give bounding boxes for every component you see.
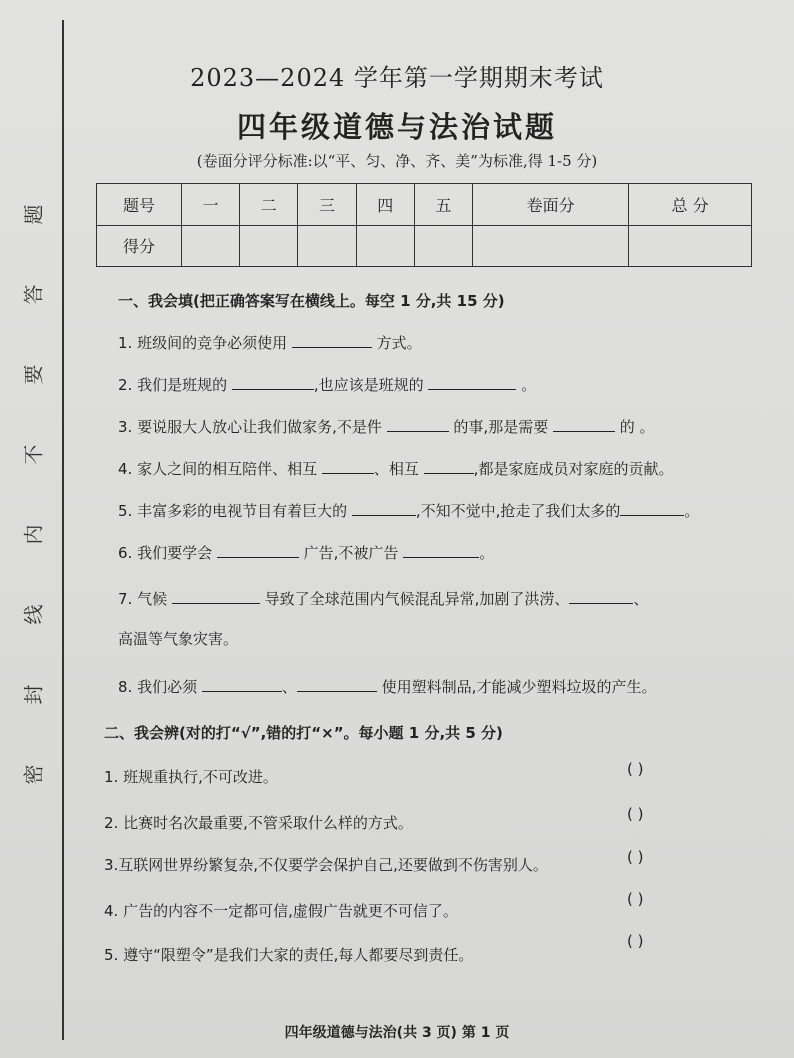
seal-char: 线 [21,604,46,625]
seal-text [8,190,56,810]
seal-char: 不 [21,444,46,465]
seal-char: 答 [21,284,46,305]
exam-title: 四年级道德与法治试题 [236,110,557,144]
judge-answer-paren[interactable]: ( ) [627,848,644,866]
seal-char: 封 [21,684,46,705]
answer-blank[interactable] [553,417,615,432]
score-cell: 一 [182,184,240,226]
page-footer: 四年级道德与法治(共 3 页) 第 1 页 [284,1025,510,1041]
answer-blank[interactable] [424,459,474,474]
answer-blank[interactable] [403,543,479,558]
judge-item-3: 3.互联网世界纷繁复杂,不仅要学会保护自己,还要做到不伤害别人。 [104,856,548,874]
section2-title: 二、我会辨(对的打“√”,错的打“×”。每小题 1 分,共 5 分) [104,724,503,742]
binding-line [62,20,64,1040]
answer-blank[interactable] [217,543,299,558]
seal-char: 密 [21,764,46,785]
score-input-cell[interactable] [182,225,240,267]
score-cell: 四 [356,184,414,226]
question-3: 3. 要说服大人放心让我们做家务,不是件 的事,那是需要 的 。 [118,418,655,436]
question-7: 7. 气候 导致了全球范围内气候混乱异常,加剧了洪涝、 、 [118,590,649,608]
score-row-label: 得分 [97,225,182,267]
judge-item-5: 5. 遵守“限塑令”是我们大家的责任,每人都要尽到责任。 [104,946,474,964]
score-cell: 三 [298,184,356,226]
question-6: 6. 我们要学会 广告,不被广告 。 [118,544,495,562]
judge-answer-paren[interactable]: ( ) [627,932,644,950]
score-input-cell[interactable] [414,225,472,267]
judge-answer-paren[interactable]: ( ) [627,805,644,823]
score-cell: 二 [240,184,298,226]
score-input-cell[interactable] [240,225,298,267]
question-2: 2. 我们是班规的 ,也应该是班规的 。 [118,376,537,394]
score-cell: 题号 [97,184,182,226]
judge-answer-paren[interactable]: ( ) [627,890,644,908]
answer-blank[interactable] [620,501,684,516]
answer-blank[interactable] [292,333,372,348]
section1-title: 一、我会填(把正确答案写在横线上。每空 1 分,共 15 分) [118,292,505,310]
answer-blank[interactable] [232,375,314,390]
judge-answer-paren[interactable]: ( ) [627,760,644,778]
answer-blank[interactable] [297,677,377,692]
answer-blank[interactable] [202,677,282,692]
score-input-cell[interactable] [629,225,752,267]
judge-item-4: 4. 广告的内容不一定都可信,虚假广告就更不可信了。 [104,902,458,920]
seal-char: 内 [21,524,46,545]
answer-blank[interactable] [428,375,516,390]
answer-blank[interactable] [569,589,633,604]
score-cell: 五 [414,184,472,226]
question-4: 4. 家人之间的相互陪伴、相互 、相互 ,都是家庭成员对家庭的贡献。 [118,460,674,478]
score-cell: 总 分 [629,184,752,226]
question-1: 1. 班级间的竞争必须使用 方式。 [118,334,422,352]
score-cell: 卷面分 [473,184,629,226]
answer-blank[interactable] [172,589,260,604]
question-8: 8. 我们必须 、 使用塑料制品,才能减少塑料垃圾的产生。 [118,678,657,696]
score-input-cell[interactable] [298,225,356,267]
answer-blank[interactable] [352,501,416,516]
judge-item-2: 2. 比赛时名次最重要,不管采取什么样的方式。 [104,814,413,832]
seal-char: 题 [21,204,46,225]
score-header-row [97,184,752,226]
score-input-cell[interactable] [356,225,414,267]
question-7-continued: 高温等气象灾害。 [118,630,239,648]
question-5: 5. 丰富多彩的电视节目有着巨大的 ,不知不觉中,抢走了我们太多的 。 [118,502,700,520]
score-table [96,183,752,267]
scoring-note: (卷面分评分标准:以“平、匀、净、齐、美”为标准,得 1-5 分) [196,152,598,170]
answer-blank[interactable] [387,417,449,432]
answer-blank[interactable] [322,459,374,474]
score-input-cell[interactable] [473,225,629,267]
seal-char: 要 [21,364,46,385]
score-value-row [97,225,752,267]
exam-term: 2023—2024 学年第一学期期末考试 [190,64,604,92]
judge-item-1: 1. 班规重执行,不可改进。 [104,768,278,786]
